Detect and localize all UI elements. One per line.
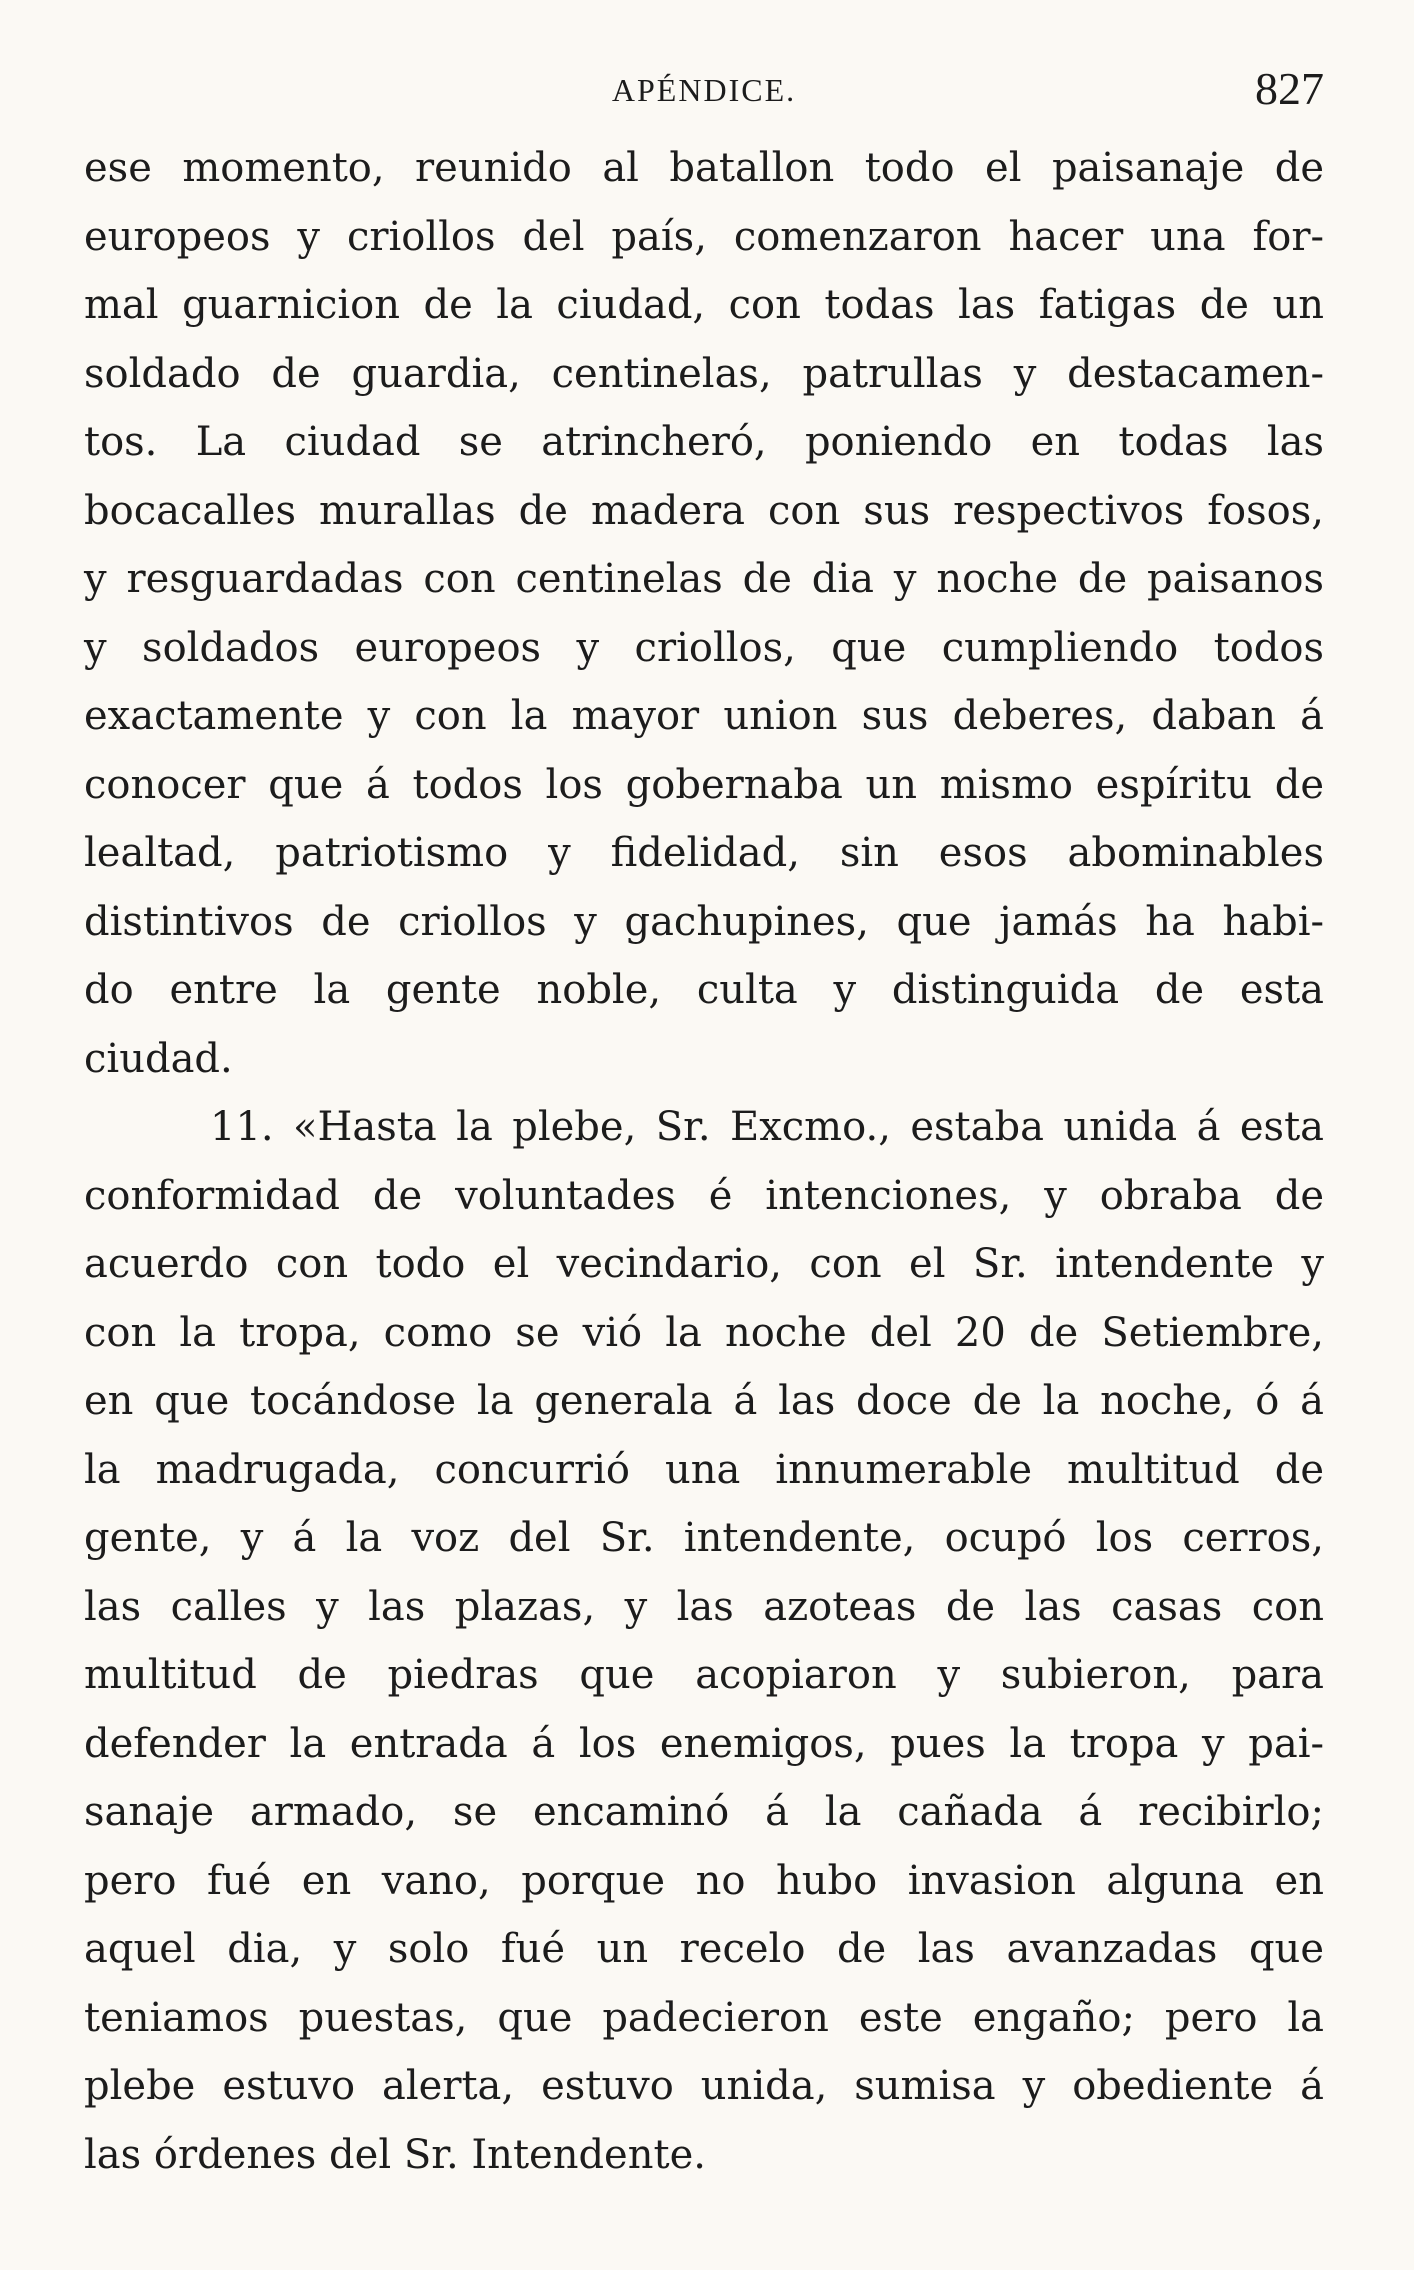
text-line: mal guarnicion de la ciudad, con todas las fatigas de un: [84, 282, 1324, 328]
text-line: defender la entrada á los enemigos, pues la tropa y pai-: [84, 1720, 1324, 1767]
text-line: aquel dia, y solo fué un recelo de las avanzadas que: [84, 1926, 1324, 1972]
text-line: tos. La ciudad se atrincheró, poniendo en todas las: [84, 419, 1324, 465]
text-line: teniamos puestas, que padecieron este engaño; pero la: [84, 1994, 1324, 2041]
paragraph-start-line: 11. «Hasta la plebe, Sr. Excmo., estaba unida á esta: [210, 1104, 1324, 1150]
text-line: en que tocándose la generala á las doce de la noche, ó á: [84, 1378, 1324, 1424]
page-header: [84, 62, 1324, 122]
text-line: y soldados europeos y criollos, que cumpliendo todos: [84, 624, 1324, 671]
text-line: bocacalles murallas de madera con sus respectivos fosos,: [84, 487, 1324, 534]
page-number: 827: [1255, 63, 1324, 114]
text-line: pero fué en vano, porque no hubo invasion alguna en: [84, 1857, 1324, 1904]
text-line: soldado de guardia, centinelas, patrullas y destacamen-: [84, 350, 1324, 397]
text-line: ciudad.: [84, 1035, 233, 1082]
text-line: acuerdo con todo el vecindario, con el Sr. intendente y: [84, 1241, 1324, 1287]
text-line: conformidad de voluntades é intenciones, y obraba de: [84, 1172, 1324, 1219]
running-head: APÉNDICE.: [611, 72, 797, 108]
text-line: la madrugada, concurrió una innumerable multitud de: [84, 1446, 1324, 1493]
text-line: multitud de piedras que acopiaron y subieron, para: [84, 1652, 1324, 1698]
text-line: europeos y criollos del país, comenzaron hacer una for-: [84, 213, 1324, 260]
text-line: las calles y las plazas, y las azoteas de las casas con: [84, 1583, 1324, 1630]
text-line: ese momento, reunido al batallon todo el paisanaje de: [84, 145, 1324, 191]
text-line: con la tropa, como se vió la noche del 20 de Setiembre,: [84, 1309, 1324, 1356]
text-line: sanaje armado, se encaminó á la cañada á recibirlo;: [84, 1789, 1324, 1835]
text-line: lealtad, patriotismo y fidelidad, sin esos abominables: [84, 830, 1324, 876]
text-line: distintivos de criollos y gachupines, que jamás ha habi-: [84, 898, 1324, 945]
text-line: exactamente y con la mayor union sus deberes, daban á: [84, 693, 1324, 739]
text-line: do entre la gente noble, culta y distinguida de esta: [84, 967, 1324, 1013]
text-line: plebe estuvo alerta, estuvo unida, sumisa y obediente á: [84, 2063, 1324, 2109]
text-line: gente, y á la voz del Sr. intendente, ocupó los cerros,: [84, 1515, 1324, 1561]
text-line: las órdenes del Sr. Intendente.: [84, 2131, 706, 2178]
text-line: conocer que á todos los gobernaba un mismo espíritu de: [84, 761, 1324, 808]
text-line: y resguardadas con centinelas de dia y noche de paisanos: [84, 556, 1324, 602]
body-text: [84, 134, 1324, 2189]
